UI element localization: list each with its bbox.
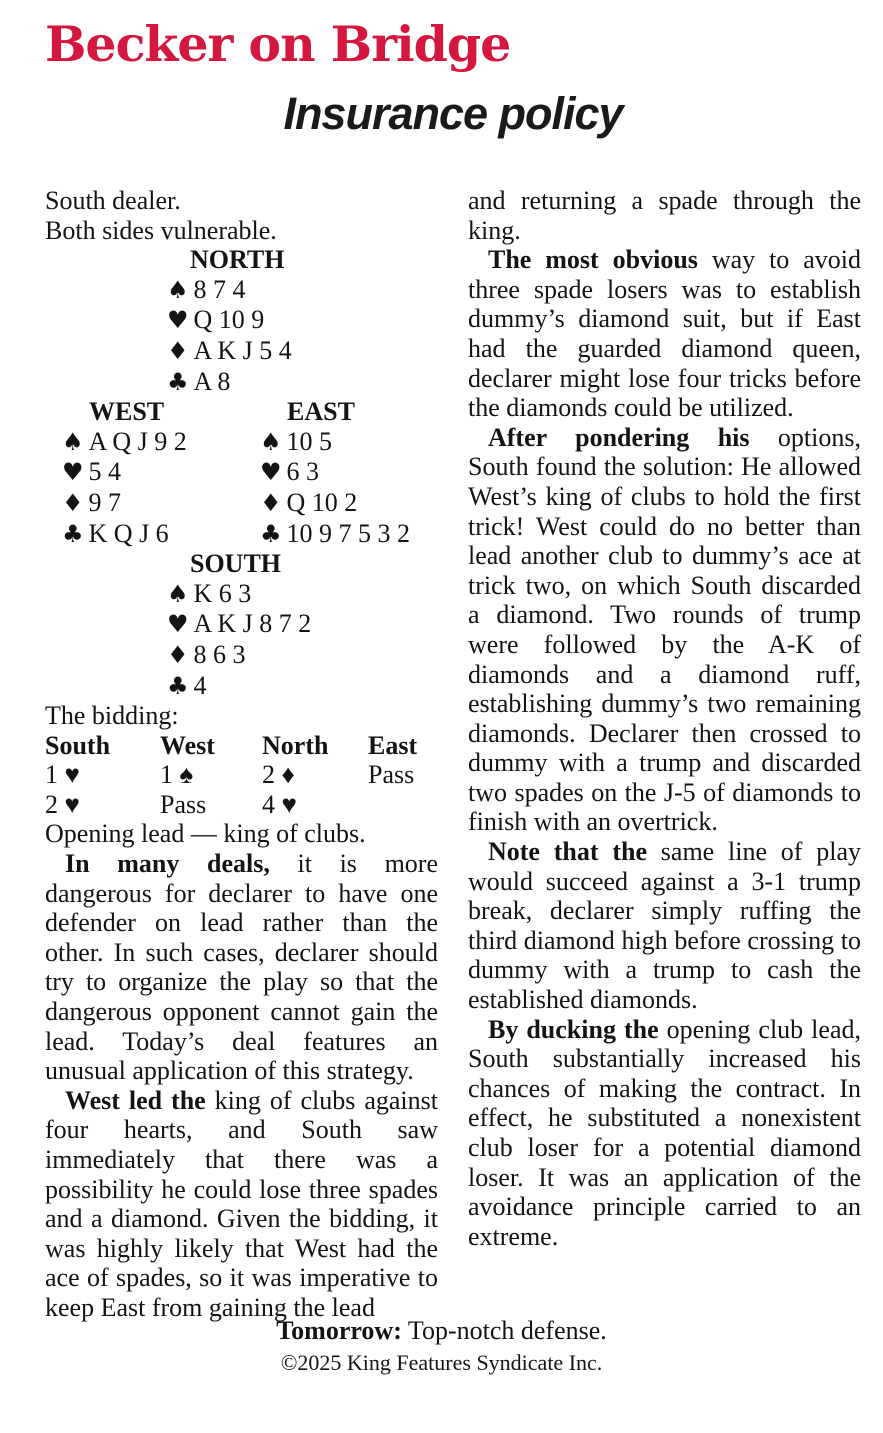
column-kicker: Becker on Bridge: [45, 15, 511, 73]
card-values: 10 9 7 5 3 2: [286, 518, 410, 548]
hand-line: [260, 427, 438, 458]
west-east-row: [45, 397, 438, 549]
east-label: EAST: [286, 397, 355, 427]
heart-icon: ♥: [167, 610, 189, 639]
card-values: 6 3: [286, 457, 319, 487]
diamond-icon: ♦: [259, 488, 282, 517]
spade-icon: ♠: [167, 275, 189, 304]
hand-line: [62, 488, 227, 519]
article-columns: [45, 186, 861, 1323]
card-values: 4: [193, 670, 207, 700]
tomorrow-label: Tomorrow:: [276, 1316, 402, 1345]
hand-line: [62, 427, 227, 458]
column-title: Insurance policy: [283, 88, 623, 139]
club-icon: ♣: [259, 519, 282, 548]
north-hand: [45, 245, 438, 397]
south-hand: [45, 549, 438, 701]
west-label: WEST: [89, 397, 165, 427]
card-values: A 8: [193, 366, 231, 396]
spade-icon: ♠: [62, 427, 84, 456]
body-paragraph: After pondering his options, South found the solution: He allowed West’s king of clubs to hold the first trick! West could do no better than lead another club to dummy’s ace at trick two, on which South discarded a diamond. Two rounds of trump were followed by the A-K of diamonds and a diamond ruff, establishing dummy’s two remaining diamonds. Declarer then crossed to dummy with a trump and discarded two spades on the J-5 of diamonds to finish with an overtrick.: [468, 422, 861, 837]
left-column-paragraphs: [45, 849, 438, 1323]
opening-lead-line: Opening lead — king of clubs.: [45, 819, 366, 849]
south-label: SOUTH: [190, 549, 282, 579]
column-footer: [0, 1316, 883, 1376]
vulnerable-line: Both sides vulnerable.: [45, 215, 277, 245]
bidding-intro: The bidding:: [45, 701, 179, 731]
north-label: NORTH: [190, 245, 285, 275]
bid-cell: 2 ♥: [45, 789, 80, 819]
hand-line: [167, 336, 438, 367]
tomorrow-text: Top-notch defense.: [401, 1316, 607, 1345]
body-paragraph: West led the king of clubs against four hearts, and South saw immediately that there was a possibility he could lose three spades and a diamond. Given the bidding, it was highly likely that West had the ace of spades, so it was imperative to keep East from gaining the lead: [45, 1085, 438, 1322]
hand-line: [260, 457, 438, 488]
west-hand: [62, 397, 227, 549]
card-values: Q 10 9: [193, 305, 265, 335]
bidding-header-west: West: [160, 730, 215, 760]
hand-line: [62, 457, 227, 488]
heart-icon: ♥: [167, 306, 189, 335]
heart-icon: ♥: [62, 458, 84, 487]
diamond-icon: ♦: [167, 640, 189, 669]
body-paragraph: In many deals, it is more dangerous for declarer to have one defender on lead rather than the other. In such cases, declarer should try to organize the play so that the dangerous opponent cannot gain the lead. Today’s deal features an unusual application of this strategy.: [45, 849, 438, 1086]
dealer-line: South dealer.: [45, 186, 181, 215]
body-paragraph: Note that the same line of play would succeed against a 3-1 trump break, declarer simply ruffing the third diamond high before crossing to dummy with a trump to cash the established diamonds.: [468, 837, 861, 1015]
card-values: A K J 5 4: [193, 335, 292, 365]
card-values: 8 7 4: [193, 274, 246, 304]
hand-line: [62, 519, 227, 550]
bid-cell: [368, 790, 438, 820]
card-values: K 6 3: [193, 578, 252, 608]
right-column-paragraphs: [468, 186, 861, 1251]
diamond-icon: ♦: [167, 336, 189, 365]
diamond-icon: ♦: [62, 488, 84, 517]
card-values: A Q J 9 2: [88, 426, 187, 456]
bid-cell: Pass: [160, 789, 207, 819]
card-values: 5 4: [88, 457, 122, 487]
card-values: Q 10 2: [286, 487, 358, 517]
hand-line: [167, 367, 438, 398]
body-paragraph: The most obvious way to avoid three spade losers was to establish dummy’s diamond suit, but if East had the guarded diamond queen, declarer might lose four tricks before the diamonds could be utilized.: [468, 245, 861, 423]
bid-cell: 2 ♦: [262, 760, 295, 790]
hand-line: [167, 640, 438, 671]
hand-line: [260, 488, 438, 519]
bid-cell: Pass: [368, 760, 415, 790]
tomorrow-line: [0, 1316, 883, 1346]
bid-cell: 1 ♠: [160, 760, 194, 790]
card-values: 9 7: [88, 487, 122, 517]
bidding-header-north: North: [262, 730, 329, 760]
spade-icon: ♠: [167, 579, 189, 608]
copyright-line: ©2025 King Features Syndicate Inc.: [280, 1350, 603, 1375]
card-values: 8 6 3: [193, 639, 246, 669]
bidding-header-east: East: [368, 730, 418, 760]
heart-icon: ♥: [259, 458, 282, 487]
bid-cell: 4 ♥: [262, 789, 297, 819]
hand-line: [167, 609, 438, 640]
bid-cell: 1 ♥: [45, 760, 80, 790]
hand-line: [167, 305, 438, 336]
body-paragraph: By ducking the opening club lead, South substantially increased his chances of making the contract. In effect, he substituted a nonexistent club loser for a potential diamond loser. It was an application of the avoidance principle carried to an extreme.: [468, 1014, 861, 1251]
card-values: K Q J 6: [88, 518, 169, 548]
club-icon: ♣: [167, 367, 189, 396]
body-paragraph: and returning a spade through the king.: [468, 186, 861, 245]
bidding-header-south: South: [45, 730, 111, 760]
left-column: [45, 186, 438, 1323]
card-values: A K J 8 7 2: [193, 609, 312, 639]
club-icon: ♣: [62, 519, 84, 548]
east-hand: [260, 397, 438, 549]
hand-line: [167, 579, 438, 610]
hand-line: [167, 671, 438, 702]
bidding-table: [45, 731, 438, 820]
card-values: 10 5: [286, 426, 332, 456]
hand-line: [167, 275, 438, 306]
hand-line: [260, 519, 438, 550]
right-column: [468, 186, 861, 1323]
club-icon: ♣: [167, 671, 189, 700]
spade-icon: ♠: [259, 427, 282, 456]
